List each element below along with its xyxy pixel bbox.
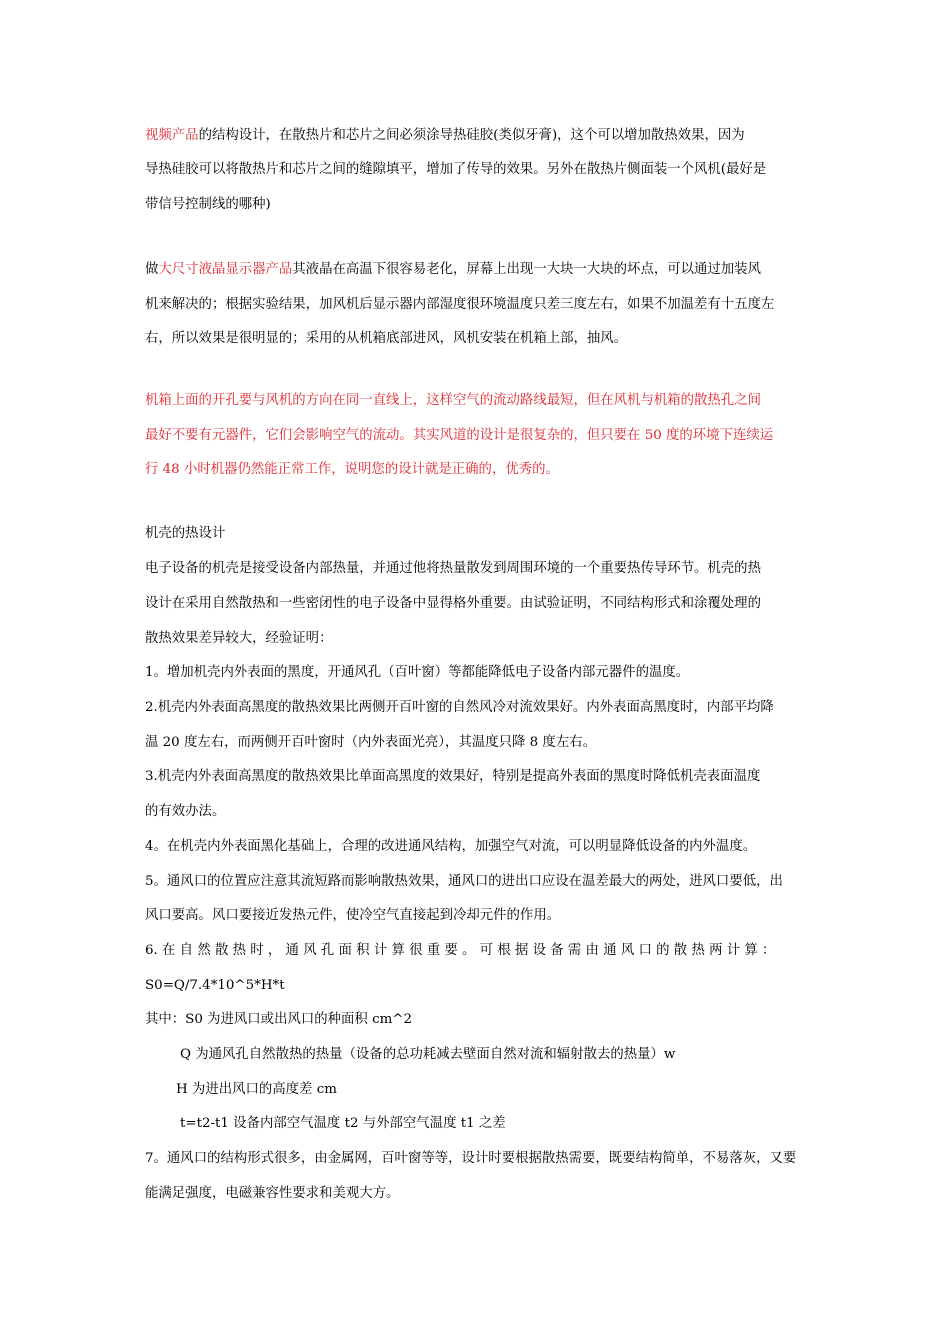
item-7-line-2: 能满足强度，电磁兼容性要求和美观大方。 — [145, 1186, 400, 1201]
p3-line-1: 机箱上面的开孔要与风机的方向在同一直线上，这样空气的流动路线最短，但在风机与机箱的散热孔之间 — [145, 393, 761, 408]
where-line: 其中：S0 为进风口或出风口的种面积 cm^2 — [145, 1012, 413, 1027]
text-span: 的结构设计，在散热片和芯片之间必须涂导热硅胶(类似牙膏)，这个可以增加散热效果，因为 — [198, 128, 745, 143]
highlight-video-product: 视频产品 — [145, 128, 199, 143]
formula: S0=Q/7.4*10^5*H*t — [145, 978, 285, 993]
item-5-line-2: 风口要高。风口要接近发热元件，使冷空气直接起到冷却元件的作用。 — [145, 908, 561, 923]
item-4: 4。在机壳内外表面黑化基础上，合理的改进通风结构，加强空气对流，可以明显降低设备的内外温度。 — [145, 839, 757, 854]
definition-t: t=t2-t1 设备内部空气温度 t2 与外部空气温度 t1 之差 — [180, 1116, 506, 1131]
intro-line-2: 设计在采用自然散热和一些密闭性的电子设备中显得格外重要。由试验证明，不同结构形式和涂覆处理的 — [145, 596, 761, 611]
p1-line-3: 带信号控制线的哪种) — [145, 197, 271, 212]
item-3-line-2: 的有效办法。 — [145, 804, 226, 819]
definition-q: Q 为通风孔自然散热的热量（设备的总功耗减去壁面自然对流和辐射散去的热量）w — [180, 1047, 676, 1062]
p2-line-1 — [145, 260, 761, 280]
intro-line-1: 电子设备的机壳是接受设备内部热量，并通过他将热量散发到周围环境的一个重要热传导环节。机壳的热 — [145, 561, 761, 576]
text-span: 做 — [145, 262, 159, 277]
p2-line-2: 机来解决的；根据实验结果，加风机后显示器内部湿度很环境温度只差三度左右，如果不加温差有十五度左 — [145, 297, 775, 312]
item-1: 1。增加机壳内外表面的黑度，开通风孔（百叶窗）等都能降低电子设备内部元器件的温度。 — [145, 665, 690, 680]
p1-line-1 — [145, 126, 745, 146]
section-title: 机壳的热设计 — [145, 526, 226, 541]
item-6-line-1: 6. 在 自 然 散 热 时 ， 通 风 孔 面 积 计 算 很 重 要 。 可 根 据 设 备 需 由 通 风 口 的 散 热 两 计 算 ： — [145, 943, 776, 958]
p3-line-3: 行 48 小时机器仍然能正常工作，说明您的设计就是正确的，优秀的。 — [145, 462, 559, 477]
p1-line-2: 导热硅胶可以将散热片和芯片之间的缝隙填平，增加了传导的效果。另外在散热片侧面装一个风机(最好是 — [145, 162, 767, 177]
item-7-line-1: 7。通风口的结构形式很多，由金属网，百叶窗等等，设计时要根据散热需要，既要结构简单，不易落灰，又要 — [145, 1151, 797, 1166]
highlight-lcd-product: 大尺寸液晶显示器产品 — [158, 262, 293, 277]
text-span: 其液晶在高温下很容易老化，屏幕上出现一大块一大块的坏点，可以通过加装风 — [292, 262, 761, 277]
p2-line-3: 右，所以效果是很明显的；采用的从机箱底部进风，风机安装在机箱上部，抽风。 — [145, 331, 628, 346]
item-3-line-1: 3.机壳内外表面高黑度的散热效果比单面高黑度的效果好，特别是提高外表面的黑度时降低机壳表面温度 — [145, 769, 761, 784]
item-2-line-1: 2.机壳内外表面高黑度的散热效果比两侧开百叶窗的自然风冷对流效果好。内外表面高黑度时，内部平均降 — [145, 700, 774, 715]
item-5-line-1: 5。通风口的位置应注意其流短路而影响散热效果，通风口的进出口应设在温差最大的两处，进风口要低，出 — [145, 874, 783, 889]
item-2-line-2: 温 20 度左右，而两侧开百叶窗时（内外表面光亮），其温度只降 8 度左右。 — [145, 735, 596, 750]
definition-h: H 为进出风口的高度差 cm — [176, 1082, 337, 1097]
intro-line-3: 散热效果差异较大，经验证明： — [145, 631, 333, 646]
p3-line-2: 最好不要有元器件，它们会影响空气的流动。其实风道的设计是很复杂的，但只要在 50 度的环境下连续运 — [145, 428, 774, 443]
